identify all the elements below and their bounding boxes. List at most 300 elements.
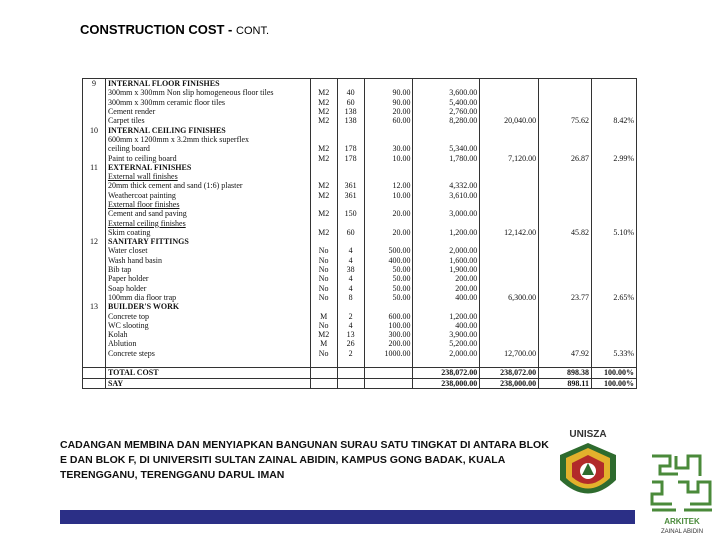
cost-per-m2-cell [539,321,592,330]
quantity-cell: 60 [337,98,364,107]
quantity-cell: 40 [337,88,364,97]
table-row [83,228,637,237]
item-no-cell [83,107,106,116]
amount-cell: 2,000.00 [413,349,480,358]
arkitek-pattern-icon [652,456,712,510]
item-no-cell [83,368,106,378]
rate-cell: 400.00 [364,256,413,265]
quantity-cell: 4 [337,321,364,330]
cost-per-m2-cell: 898.11 [539,378,592,388]
unisza-logo [550,425,630,510]
description-cell: Skim coating [105,228,310,237]
percentage-cell: 5.10% [591,228,636,237]
unit-cell [310,163,337,172]
section-header-row [83,237,637,246]
percentage-cell [591,256,636,265]
unit-cell: M2 [310,107,337,116]
unit-cell: M2 [310,228,337,237]
rate-cell [364,218,413,227]
amount-cell: 238,000.00 [413,378,480,388]
percentage-cell [591,265,636,274]
item-no-cell [83,172,106,181]
amount-cell [413,163,480,172]
description-cell: INTERNAL FLOOR FINISHES [105,79,310,89]
item-no-cell [83,284,106,293]
percentage-cell [591,191,636,200]
total-cost-row [83,368,637,378]
table-row [83,256,637,265]
unit-cell: M2 [310,116,337,125]
rate-cell: 100.00 [364,321,413,330]
rate-cell: 600.00 [364,311,413,320]
description-cell: BUILDER'S WORK [105,302,310,311]
table-row [83,293,637,302]
cost-per-m2-cell [539,209,592,218]
amount-cell: 400.00 [413,321,480,330]
quantity-cell [337,358,364,368]
percentage-cell [591,209,636,218]
unit-cell: M2 [310,153,337,162]
unisza-emblem-icon [560,443,616,494]
quantity-cell: 2 [337,349,364,358]
unit-cell: No [310,265,337,274]
section-total-cell [480,200,539,209]
cost-per-m2-cell [539,172,592,181]
unit-cell: M2 [310,88,337,97]
description-cell: Concrete steps [105,349,310,358]
description-cell: Water closet [105,246,310,255]
quantity-cell [337,237,364,246]
section-total-cell [480,172,539,181]
unit-cell [310,200,337,209]
item-no-cell [83,358,106,368]
unit-cell: No [310,274,337,283]
description-cell: Paper holder [105,274,310,283]
percentage-cell [591,218,636,227]
unit-cell: No [310,349,337,358]
percentage-cell [591,144,636,153]
cost-per-m2-cell [539,284,592,293]
quantity-cell [337,172,364,181]
section-total-cell [480,321,539,330]
item-no-cell [83,191,106,200]
table-row [83,339,637,348]
cost-per-m2-cell: 75.62 [539,116,592,125]
amount-cell: 5,340.00 [413,144,480,153]
rate-cell: 300.00 [364,330,413,339]
item-no-cell [83,339,106,348]
rate-cell: 20.00 [364,228,413,237]
rate-cell: 50.00 [364,265,413,274]
quantity-cell [337,125,364,134]
section-total-cell: 7,120.00 [480,153,539,162]
description-cell: Concrete top [105,311,310,320]
unit-cell [310,218,337,227]
section-total-cell [480,339,539,348]
amount-cell: 3,610.00 [413,191,480,200]
item-no-cell [83,330,106,339]
percentage-cell [591,339,636,348]
cost-per-m2-cell [539,330,592,339]
percentage-cell: 2.99% [591,153,636,162]
table-row [83,358,637,368]
item-no-cell [83,200,106,209]
footer-bar [60,510,635,524]
item-no-cell: 13 [83,302,106,311]
item-no-cell [83,265,106,274]
unit-cell: M [310,339,337,348]
section-header-row [83,163,637,172]
amount-cell: 3,600.00 [413,88,480,97]
table-row [83,88,637,97]
percentage-cell: 100.00% [591,368,636,378]
unit-cell: M2 [310,181,337,190]
cost-per-m2-cell [539,339,592,348]
table-row [83,191,637,200]
description-cell: External ceiling finishes [105,218,310,227]
unit-cell: No [310,256,337,265]
amount-cell: 4,332.00 [413,181,480,190]
section-total-cell [480,246,539,255]
cost-per-m2-cell [539,358,592,368]
quantity-cell: 138 [337,107,364,116]
item-no-cell [83,135,106,144]
section-total-cell [480,358,539,368]
item-no-cell: 9 [83,79,106,89]
description-cell: Soap holder [105,284,310,293]
description-cell: Weathercoat painting [105,191,310,200]
rate-cell: 1000.00 [364,349,413,358]
say-row [83,378,637,388]
description-cell: External wall finishes [105,172,310,181]
table-row [83,246,637,255]
table-row [83,135,637,144]
unit-cell [310,302,337,311]
cost-per-m2-cell [539,88,592,97]
quantity-cell: 4 [337,274,364,283]
quantity-cell: 4 [337,246,364,255]
item-no-cell [83,228,106,237]
rate-cell: 10.00 [364,153,413,162]
section-header-row [83,302,637,311]
section-total-cell [480,98,539,107]
unit-cell [310,79,337,89]
unit-cell [310,378,337,388]
rate-cell: 200.00 [364,339,413,348]
description-cell: TOTAL COST [105,368,310,378]
unit-cell: No [310,321,337,330]
cost-per-m2-cell [539,237,592,246]
unisza-logo-text: UNISZA [569,429,607,440]
cost-table [82,78,637,389]
cost-per-m2-cell [539,163,592,172]
table-row [83,144,637,153]
cost-per-m2-cell [539,218,592,227]
percentage-cell: 2.65% [591,293,636,302]
section-total-cell [480,88,539,97]
page-title [80,22,269,37]
description-cell: Kolah [105,330,310,339]
rate-cell [364,368,413,378]
quantity-cell: 60 [337,228,364,237]
quantity-cell: 4 [337,256,364,265]
item-no-cell [83,209,106,218]
table-row [83,181,637,190]
title-cont: CONT. [236,25,270,37]
unit-cell [310,368,337,378]
amount-cell [413,135,480,144]
description-cell: Paint to ceiling board [105,153,310,162]
quantity-cell [337,135,364,144]
cost-per-m2-cell [539,246,592,255]
rate-cell [364,378,413,388]
quantity-cell: 361 [337,191,364,200]
unit-cell: M [310,311,337,320]
description-cell: Carpet tiles [105,116,310,125]
section-total-cell [480,163,539,172]
amount-cell [413,237,480,246]
table-row [83,209,637,218]
rate-cell: 20.00 [364,107,413,116]
rate-cell: 50.00 [364,293,413,302]
unit-cell: M2 [310,209,337,218]
amount-cell: 400.00 [413,293,480,302]
rate-cell [364,125,413,134]
cost-per-m2-cell: 23.77 [539,293,592,302]
unit-cell: No [310,246,337,255]
table-row [83,153,637,162]
cost-per-m2-cell [539,191,592,200]
percentage-cell [591,330,636,339]
amount-cell: 5,200.00 [413,339,480,348]
percentage-cell [591,246,636,255]
cost-per-m2-cell [539,181,592,190]
section-total-cell: 238,000.00 [480,378,539,388]
arkitek-logo-subtext: ZAINAL ABIDIN [660,529,704,535]
section-total-cell [480,209,539,218]
arkitek-logo [648,452,718,538]
rate-cell: 30.00 [364,144,413,153]
section-total-cell [480,256,539,265]
table-row [83,311,637,320]
rate-cell [364,79,413,89]
rate-cell [364,302,413,311]
item-no-cell [83,311,106,320]
amount-cell: 1,200.00 [413,228,480,237]
description-cell: SAY [105,378,310,388]
amount-cell: 200.00 [413,284,480,293]
table-row [83,218,637,227]
unit-cell [310,135,337,144]
item-no-cell: 10 [83,125,106,134]
table-row [83,265,637,274]
quantity-cell [337,302,364,311]
quantity-cell [337,218,364,227]
amount-cell: 200.00 [413,274,480,283]
item-no-cell [83,153,106,162]
cost-per-m2-cell: 47.92 [539,349,592,358]
description-cell: 300mm x 300mm ceramic floor tiles [105,98,310,107]
rate-cell [364,172,413,181]
amount-cell [413,172,480,181]
description-cell: Cement and sand paving [105,209,310,218]
section-total-cell: 238,072.00 [480,368,539,378]
description-cell: Cement render [105,107,310,116]
amount-cell: 1,780.00 [413,153,480,162]
percentage-cell [591,200,636,209]
rate-cell: 20.00 [364,209,413,218]
rate-cell: 50.00 [364,274,413,283]
quantity-cell [337,200,364,209]
item-no-cell [83,349,106,358]
amount-cell: 1,200.00 [413,311,480,320]
section-total-cell: 20,040.00 [480,116,539,125]
amount-cell [413,218,480,227]
description-cell: EXTERNAL FINISHES [105,163,310,172]
cost-per-m2-cell: 26.87 [539,153,592,162]
cost-per-m2-cell [539,144,592,153]
rate-cell [364,237,413,246]
section-total-cell [480,302,539,311]
percentage-cell [591,237,636,246]
section-total-cell [480,284,539,293]
quantity-cell: 150 [337,209,364,218]
amount-cell [413,200,480,209]
rate-cell: 12.00 [364,181,413,190]
amount-cell [413,79,480,89]
unit-cell: M2 [310,144,337,153]
percentage-cell [591,274,636,283]
table-row [83,349,637,358]
item-no-cell [83,293,106,302]
section-total-cell [480,218,539,227]
unit-cell [310,358,337,368]
percentage-cell [591,88,636,97]
rate-cell [364,200,413,209]
rate-cell: 90.00 [364,98,413,107]
quantity-cell: 4 [337,284,364,293]
section-total-cell [480,265,539,274]
unit-cell [310,237,337,246]
percentage-cell: 8.42% [591,116,636,125]
description-cell [105,358,310,368]
section-total-cell [480,237,539,246]
unit-cell: M2 [310,330,337,339]
project-caption: CADANGAN MEMBINA DAN MENYIAPKAN BANGUNAN SURAU SATU TINGKAT DI ANTARA BLOK E DAN BLOK F, DI UNIVERSITI SULTAN ZAINAL ABIDIN, KAMPUS GONG BADAK, KUALA TERENGGANU, TERENGGANU DARUL IMAN [60,439,549,481]
table-row [83,172,637,181]
section-total-cell [480,181,539,190]
item-no-cell [83,246,106,255]
amount-cell: 1,600.00 [413,256,480,265]
percentage-cell [591,79,636,89]
item-no-cell: 12 [83,237,106,246]
unit-cell [310,172,337,181]
table-row [83,274,637,283]
description-cell: External floor finishes [105,200,310,209]
item-no-cell [83,144,106,153]
item-no-cell [83,218,106,227]
section-total-cell [480,191,539,200]
rate-cell: 90.00 [364,88,413,97]
table-row [83,321,637,330]
item-no-cell [83,256,106,265]
item-no-cell: 11 [83,163,106,172]
percentage-cell [591,181,636,190]
section-total-cell [480,107,539,116]
percentage-cell: 100.00% [591,378,636,388]
item-no-cell [83,321,106,330]
unit-cell: M2 [310,191,337,200]
item-no-cell [83,181,106,190]
amount-cell: 3,900.00 [413,330,480,339]
cost-per-m2-cell [539,265,592,274]
section-header-row [83,125,637,134]
cost-per-m2-cell: 45.82 [539,228,592,237]
section-header-row [83,79,637,89]
description-cell: 300mm x 300mm Non slip homogeneous floor tiles [105,88,310,97]
amount-cell [413,302,480,311]
cost-table-body [83,79,637,389]
description-cell: INTERNAL CEILING FINISHES [105,125,310,134]
quantity-cell: 178 [337,153,364,162]
description-cell: 100mm dia floor trap [105,293,310,302]
unit-cell: No [310,284,337,293]
amount-cell: 8,280.00 [413,116,480,125]
rate-cell: 60.00 [364,116,413,125]
section-total-cell [480,79,539,89]
rate-cell: 10.00 [364,191,413,200]
cost-per-m2-cell [539,274,592,283]
table-row [83,98,637,107]
rate-cell [364,163,413,172]
amount-cell: 5,400.00 [413,98,480,107]
cost-table-sheet [82,78,642,440]
description-cell: WC slooting [105,321,310,330]
section-total-cell [480,125,539,134]
arkitek-logo-text: ARKITEK [664,517,700,526]
unit-cell: M2 [310,98,337,107]
description-cell: Ablution [105,339,310,348]
quantity-cell: 13 [337,330,364,339]
rate-cell [364,358,413,368]
cost-per-m2-cell [539,98,592,107]
table-row [83,200,637,209]
cost-per-m2-cell [539,107,592,116]
section-total-cell: 12,700.00 [480,349,539,358]
description-cell: SANITARY FITTINGS [105,237,310,246]
cost-per-m2-cell [539,311,592,320]
description-cell: ceiling board [105,144,310,153]
unit-cell: No [310,293,337,302]
percentage-cell [591,302,636,311]
quantity-cell [337,368,364,378]
amount-cell [413,125,480,134]
rate-cell: 500.00 [364,246,413,255]
quantity-cell: 2 [337,311,364,320]
percentage-cell [591,358,636,368]
description-cell: Bib tap [105,265,310,274]
quantity-cell: 8 [337,293,364,302]
table-row [83,330,637,339]
quantity-cell [337,79,364,89]
quantity-cell: 178 [337,144,364,153]
percentage-cell [591,135,636,144]
section-total-cell [480,135,539,144]
unit-cell [310,125,337,134]
cost-per-m2-cell [539,125,592,134]
percentage-cell [591,172,636,181]
cost-per-m2-cell [539,256,592,265]
